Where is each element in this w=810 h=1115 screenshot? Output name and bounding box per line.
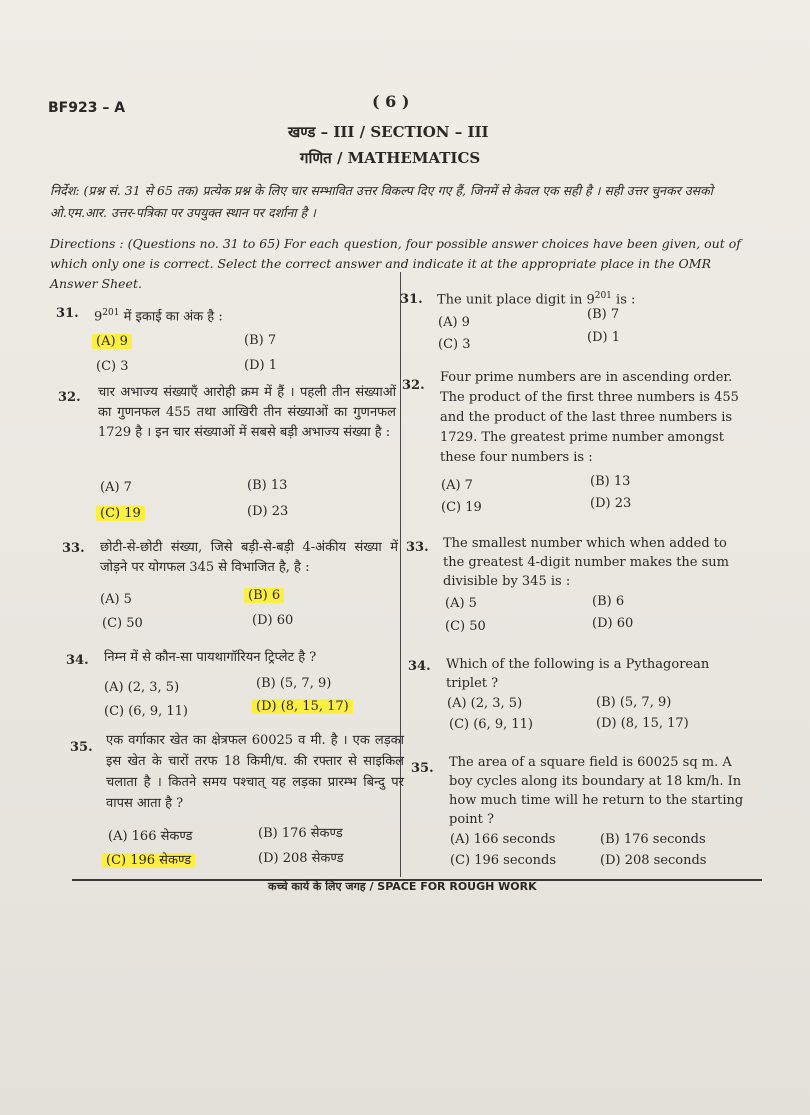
question-text: Which of the following is a Pythagorean triplet ? bbox=[446, 657, 710, 691]
option-d[interactable]: (D) 1 bbox=[244, 358, 277, 373]
question-number: 33. bbox=[406, 540, 429, 555]
question-number: 32. bbox=[402, 378, 425, 393]
question-text: $9^{201}$ में इकाई का अंक है : bbox=[94, 308, 223, 325]
option-a[interactable]: (A) 7 bbox=[100, 480, 132, 495]
option-a[interactable]: (A) 5 bbox=[445, 596, 477, 611]
option-c[interactable]: (C) 50 bbox=[445, 619, 486, 634]
question-number: 34. bbox=[408, 659, 431, 674]
option-d[interactable]: (D) 208 seconds bbox=[600, 853, 707, 868]
option-b[interactable]: (B) 6 bbox=[592, 594, 625, 609]
question-number: 35. bbox=[411, 761, 434, 776]
option-b[interactable]: (B) 7 bbox=[587, 307, 620, 322]
question-text: The smallest number which when added to the greatest 4-digit number makes the sum divisible by 345 is : bbox=[443, 536, 730, 589]
option-c[interactable]: (C) 196 seconds bbox=[450, 853, 557, 868]
section-title: खण्ड – III / SECTION – III bbox=[288, 123, 489, 141]
option-b[interactable]: (B) 13 bbox=[247, 478, 288, 493]
question-text: The area of a square field is 60025 sq m. A boy cycles along its boundary at 18 km/h. In how much time will he return to the starting point ? bbox=[449, 755, 744, 827]
option-d[interactable]: (D) 60 bbox=[252, 613, 294, 628]
question-text: चार अभाज्य संख्याएँ आरोही क्रम में हैं । पहली तीन संख्याओं का गुणनफल 455 तथा आखिरी तीन संख्याओं का गुणनफल 1729 है । इन चार संख्याओं में सबसे बड़ी अभाज्य संख्या है : bbox=[98, 385, 396, 440]
option-b[interactable]: (B) 6 bbox=[244, 588, 284, 603]
option-b[interactable]: (B) (5, 7, 9) bbox=[596, 695, 672, 710]
directions-hindi: निर्देश: (प्रश्न सं. 31 से 65 तक) प्रत्येक प्रश्न के लिए चार सम्भावित उत्तर विकल्प दिए गए हैं, जिनमें से केवल एक सही है । सही उत्तर चुनकर उसको ओ.एम.आर. उत्तर-पत्रिका पर उपयुक्त स्थान पर दर्शाना है । bbox=[50, 183, 713, 220]
question-text: छोटी-से-छोटी संख्या, जिसे बड़ी-से-बड़ी 4-अंकीय संख्या में जोड़ने पर योगफल 345 से विभाजित है, है : bbox=[100, 540, 398, 575]
rough-work-label: कच्चे कार्य के लिए जगह / SPACE FOR ROUGH WORK bbox=[268, 880, 537, 893]
question-number: 31. bbox=[56, 306, 79, 321]
option-d[interactable]: (D) 1 bbox=[587, 330, 620, 345]
paper-code: BF923 – A bbox=[48, 100, 126, 116]
option-a[interactable]: (A) 9 bbox=[92, 334, 132, 349]
option-d[interactable]: (D) 60 bbox=[592, 616, 634, 631]
option-d[interactable]: (D) (8, 15, 17) bbox=[252, 699, 353, 714]
option-a[interactable]: (A) 7 bbox=[441, 478, 473, 493]
page-number: ( 6 ) bbox=[372, 92, 410, 111]
option-b[interactable]: (B) 7 bbox=[244, 333, 277, 348]
option-b[interactable]: (B) 13 bbox=[590, 474, 631, 489]
question-text: एक वर्गाकार खेत का क्षेत्रफल 60025 व मी. है । एक लड़का इस खेत के चारों तरफ 18 किमी/घ. की रफ्तार से साइकिल चलाता है । कितने समय पश्चात् यह लड़का प्रारम्भ बिन्दु पर वापस आता है ? bbox=[106, 733, 404, 811]
option-c[interactable]: (C) 50 bbox=[102, 616, 143, 631]
question-text: Four prime numbers are in ascending order. The product of the first three numbers is 455 and the product of the last three numbers is 1729. The greatest prime number amongst these four numbers is : bbox=[440, 370, 739, 465]
question-text: The unit place digit in $9^{201}$ is : bbox=[437, 291, 636, 308]
question-number: 32. bbox=[58, 390, 81, 405]
option-c[interactable]: (C) (6, 9, 11) bbox=[449, 717, 533, 732]
option-a[interactable]: (A) 9 bbox=[438, 315, 470, 330]
question-number: 35. bbox=[70, 740, 93, 755]
option-d[interactable]: (D) 23 bbox=[247, 504, 289, 519]
option-c[interactable]: (C) 19 bbox=[96, 506, 145, 521]
question-number: 34. bbox=[66, 653, 89, 668]
option-b[interactable]: (B) (5, 7, 9) bbox=[256, 676, 332, 691]
subject-title: गणित / MATHEMATICS bbox=[300, 149, 481, 167]
option-c[interactable]: (C) 19 bbox=[441, 500, 482, 515]
option-a[interactable]: (A) 166 seconds bbox=[450, 832, 556, 847]
option-d[interactable]: (D) 23 bbox=[590, 496, 632, 511]
option-c[interactable]: (C) 196 सेकण्ड bbox=[102, 850, 195, 868]
option-d[interactable]: (D) (8, 15, 17) bbox=[596, 716, 689, 731]
option-d[interactable]: (D) 208 सेकण्ड bbox=[258, 851, 344, 866]
question-number: 31. bbox=[400, 292, 423, 307]
option-b[interactable]: (B) 176 seconds bbox=[600, 832, 706, 847]
option-a[interactable]: (A) 5 bbox=[100, 592, 132, 607]
option-c[interactable]: (C) 3 bbox=[96, 359, 129, 374]
question-number: 33. bbox=[62, 541, 85, 556]
question-text: निम्न में से कौन-सा पायथागॉरियन ट्रिप्लेट है ? bbox=[104, 650, 317, 665]
option-c[interactable]: (C) (6, 9, 11) bbox=[104, 704, 188, 719]
option-c[interactable]: (C) 3 bbox=[438, 337, 471, 352]
option-a[interactable]: (A) 166 सेकण्ड bbox=[108, 829, 193, 844]
option-a[interactable]: (A) (2, 3, 5) bbox=[104, 680, 180, 695]
directions-english: Directions : (Questions no. 31 to 65) For each question, four possible answer choices have been given, out of which only one is correct. Select the correct answer and indicate it at the appropriate place in the OMR Answer Sheet. bbox=[50, 236, 741, 291]
option-b[interactable]: (B) 176 सेकण्ड bbox=[258, 826, 343, 841]
option-a[interactable]: (A) (2, 3, 5) bbox=[447, 696, 523, 711]
